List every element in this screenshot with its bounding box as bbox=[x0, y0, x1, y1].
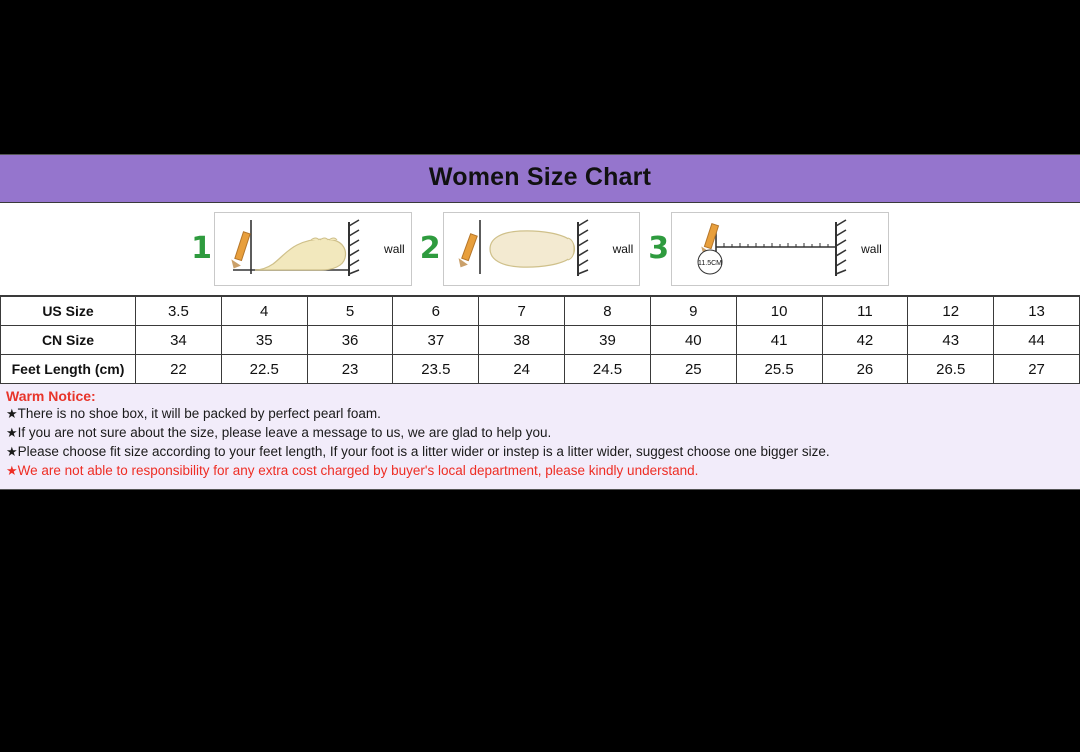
cell-cn-size-9: 43 bbox=[908, 326, 994, 355]
cell-us-size-5: 8 bbox=[565, 297, 651, 326]
measure-step-2 bbox=[420, 211, 641, 287]
step-number-3: 3 bbox=[648, 231, 670, 266]
cell-us-size-4: 7 bbox=[479, 297, 565, 326]
chart-title-bar bbox=[0, 155, 1080, 203]
cell-feet-length-1: 22.5 bbox=[221, 355, 307, 384]
cell-us-size-8: 11 bbox=[822, 297, 908, 326]
cell-cn-size-4: 38 bbox=[479, 326, 565, 355]
cell-cn-size-5: 39 bbox=[565, 326, 651, 355]
ruler-measure-illustration bbox=[671, 212, 889, 286]
page-title: Women Size Chart bbox=[428, 163, 652, 191]
cell-feet-length-7: 25.5 bbox=[736, 355, 822, 384]
cell-cn-size-6: 40 bbox=[650, 326, 736, 355]
cell-us-size-6: 9 bbox=[650, 297, 736, 326]
cell-cn-size-2: 36 bbox=[307, 326, 393, 355]
cell-feet-length-6: 25 bbox=[650, 355, 736, 384]
foot-side-view-icon bbox=[221, 218, 381, 280]
row-header-cn-size: CN Size bbox=[1, 326, 136, 355]
step-number-2: 2 bbox=[419, 231, 441, 266]
cell-feet-length-2: 23 bbox=[307, 355, 393, 384]
star-bullet-icon: ★ bbox=[6, 443, 18, 459]
foot-side-view-illustration bbox=[214, 212, 412, 286]
cell-us-size-1: 4 bbox=[221, 297, 307, 326]
cell-feet-length-0: 22 bbox=[136, 355, 222, 384]
star-bullet-icon: ★ bbox=[6, 406, 18, 421]
svg-text:11.5CM: 11.5CM bbox=[698, 260, 723, 267]
cell-cn-size-3: 37 bbox=[393, 326, 479, 355]
table-row-cn-size bbox=[1, 326, 1080, 355]
notice-line-4 bbox=[6, 463, 1076, 480]
cell-cn-size-10: 44 bbox=[994, 326, 1080, 355]
notice-text-4: We are not able to responsibility for any extra cost charged by buyer's local department, please kindly understand. bbox=[17, 462, 699, 478]
notice-line-1 bbox=[6, 406, 1076, 423]
cell-feet-length-5: 24.5 bbox=[565, 355, 651, 384]
measure-illustration-row bbox=[0, 203, 1080, 296]
cell-cn-size-0: 34 bbox=[136, 326, 222, 355]
cell-us-size-2: 5 bbox=[307, 297, 393, 326]
notice-text-1: There is no shoe box, it will be packed by perfect pearl foam. bbox=[17, 406, 381, 421]
wall-label-2: wall bbox=[612, 242, 634, 256]
foot-top-view-icon bbox=[450, 218, 610, 280]
cell-feet-length-8: 26 bbox=[822, 355, 908, 384]
cell-cn-size-7: 41 bbox=[736, 326, 822, 355]
cell-feet-length-4: 24 bbox=[479, 355, 565, 384]
ruler-measure-icon bbox=[678, 218, 858, 280]
cell-feet-length-10: 27 bbox=[994, 355, 1080, 384]
star-bullet-icon: ★ bbox=[6, 424, 18, 440]
size-table bbox=[0, 296, 1080, 384]
measure-step-3 bbox=[648, 211, 889, 287]
table-row-us-size bbox=[1, 297, 1080, 326]
notice-line-3 bbox=[6, 444, 1076, 461]
cell-feet-length-9: 26.5 bbox=[908, 355, 994, 384]
table-row-feet-length bbox=[1, 355, 1080, 384]
warm-notice-title: Warm Notice: bbox=[6, 388, 96, 404]
cell-us-size-10: 13 bbox=[994, 297, 1080, 326]
step-number-1: 1 bbox=[191, 231, 213, 266]
notice-text-3: Please choose fit size according to your feet length, If your foot is a litter wider or instep is a litter wider, suggest choose one bigger size. bbox=[17, 443, 830, 459]
wall-label-1: wall bbox=[384, 242, 405, 256]
notice-line-2 bbox=[6, 425, 1076, 442]
cell-us-size-0: 3.5 bbox=[136, 297, 222, 326]
notice-text-2: If you are not sure about the size, please leave a message to us, we are glad to help you. bbox=[17, 424, 552, 440]
cell-us-size-9: 12 bbox=[908, 297, 994, 326]
row-header-us-size: US Size bbox=[1, 297, 136, 326]
cell-us-size-7: 10 bbox=[736, 297, 822, 326]
cell-us-size-3: 6 bbox=[393, 297, 479, 326]
warm-notice-section bbox=[0, 384, 1080, 489]
cell-feet-length-3: 23.5 bbox=[393, 355, 479, 384]
measure-step-1 bbox=[191, 211, 412, 287]
foot-top-view-illustration bbox=[443, 212, 641, 286]
row-header-feet-length: Feet Length (cm) bbox=[1, 355, 136, 384]
star-bullet-icon: ★ bbox=[6, 462, 18, 478]
cell-cn-size-8: 42 bbox=[822, 326, 908, 355]
size-chart-card bbox=[0, 154, 1080, 490]
cell-cn-size-1: 35 bbox=[221, 326, 307, 355]
wall-label-3: wall bbox=[861, 242, 882, 256]
